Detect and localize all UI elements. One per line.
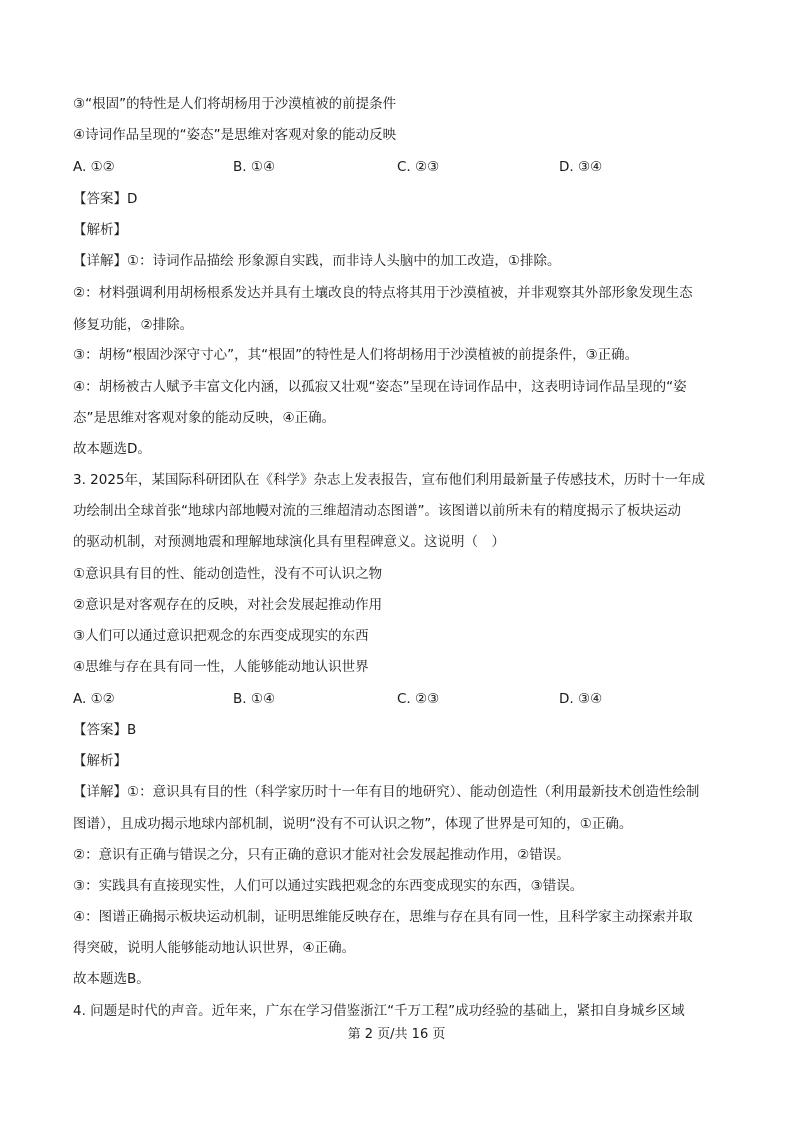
q2-answer: 【答案】D: [73, 191, 138, 207]
q2-choice-b: B. ①④: [233, 159, 276, 175]
q3-choice-c: C. ②③: [397, 691, 440, 707]
q3-choice-d: D. ③④: [559, 691, 603, 707]
q2-detail-1: 【详解】①：诗词作品描绘 形象源自实践，而非诗人头脑中的加工改造，①排除。: [73, 253, 561, 269]
q2-detail-4b: 态”是思维对客观对象的能动反映，④正确。: [73, 410, 336, 426]
q2-analysis-label: 【解析】: [73, 222, 127, 238]
q3-choice-a: A. ①②: [73, 691, 115, 707]
q4-stem-1: 4. 问题是时代的声音。近年来，广东在学习借鉴浙江“千万工程”成功经验的基础上，紧扣自身城乡区域: [73, 1003, 685, 1019]
q3-stem-1: 3. 2025年，某国际科研团队在《科学》杂志上发表报告，宣布他们利用最新量子传感技术，历时十一年成: [73, 472, 706, 488]
q3-choices: [73, 690, 723, 708]
q3-stem-3: 的驱动机制，对预测地震和理解地球演化具有里程碑意义。这说明（ ）: [73, 534, 505, 550]
q2-choice-c: C. ②③: [397, 159, 440, 175]
q2-choice-a: A. ①②: [73, 159, 115, 175]
q3-answer: 【答案】B: [73, 722, 137, 738]
q2-detail-2a: ②：材料强调利用胡杨根系发达并具有土壤改良的特点将其用于沙漠植被，并非观察其外部形象发现生态: [73, 285, 693, 301]
q3-detail-1a: 【详解】①：意识具有目的性（科学家历时十一年有目的地研究）、能动创造性（利用最新技术创造性绘制: [73, 784, 700, 800]
q3-detail-4a: ④：图谱正确揭示板块运动机制，证明思维能反映存在，思维与存在具有同一性，且科学家主动探索并取: [73, 909, 693, 925]
q3-detail-4b: 得突破，说明人能够能动地认识世界，④正确。: [73, 940, 356, 956]
q2-detail-3: ③：胡杨“根固沙深守寸心”，其“根固”的特性是人们将胡杨用于沙漠植被的前提条件，③正确。: [73, 347, 639, 363]
q2-conclusion: 故本题选D。: [73, 441, 151, 457]
q2-option-3: ③“根固”的特性是人们将胡杨用于沙漠植被的前提条件: [73, 96, 397, 112]
q3-option-1: ①意识具有目的性、能动创造性，没有不可认识之物: [73, 566, 383, 582]
q3-option-4: ④思维与存在具有同一性，人能够能动地认识世界: [73, 659, 369, 675]
q3-conclusion: 故本题选B。: [73, 971, 150, 987]
q2-choice-d: D. ③④: [559, 159, 603, 175]
q3-choice-b: B. ①④: [233, 691, 276, 707]
q2-detail-2b: 修复功能，②排除。: [73, 317, 194, 333]
q3-analysis-label: 【解析】: [73, 753, 127, 769]
q3-stem-2: 功绘制出全球首张“地球内部地幔对流的三维超清动态图谱”。该图谱以前所未有的精度揭示了板块运动: [73, 503, 681, 519]
q2-option-4: ④诗词作品呈现的“姿态”是思维对客观对象的能动反映: [73, 127, 397, 143]
q2-choices: [73, 158, 723, 176]
q3-detail-3: ③：实践具有直接现实性，人们可以通过实践把观念的东西变成现实的东西，③错误。: [73, 878, 584, 894]
q3-detail-2: ②：意识有正确与错误之分，只有正确的意识才能对社会发展起推动作用，②错误。: [73, 847, 570, 863]
q2-detail-4a: ④：胡杨被古人赋予丰富文化内涵，以孤寂又壮观“姿态”呈现在诗词作品中，这表明诗词作品呈现的“姿: [73, 379, 687, 395]
q3-option-3: ③人们可以通过意识把观念的东西变成现实的东西: [73, 628, 369, 644]
q3-option-2: ②意识是对客观存在的反映，对社会发展起推动作用: [73, 597, 383, 613]
q3-detail-1b: 图谱），且成功揭示地球内部机制，说明“没有不可认识之物”，体现了世界是可知的，①正确。: [73, 816, 633, 832]
page-number: 第 2 页/共 16 页: [347, 1027, 446, 1042]
